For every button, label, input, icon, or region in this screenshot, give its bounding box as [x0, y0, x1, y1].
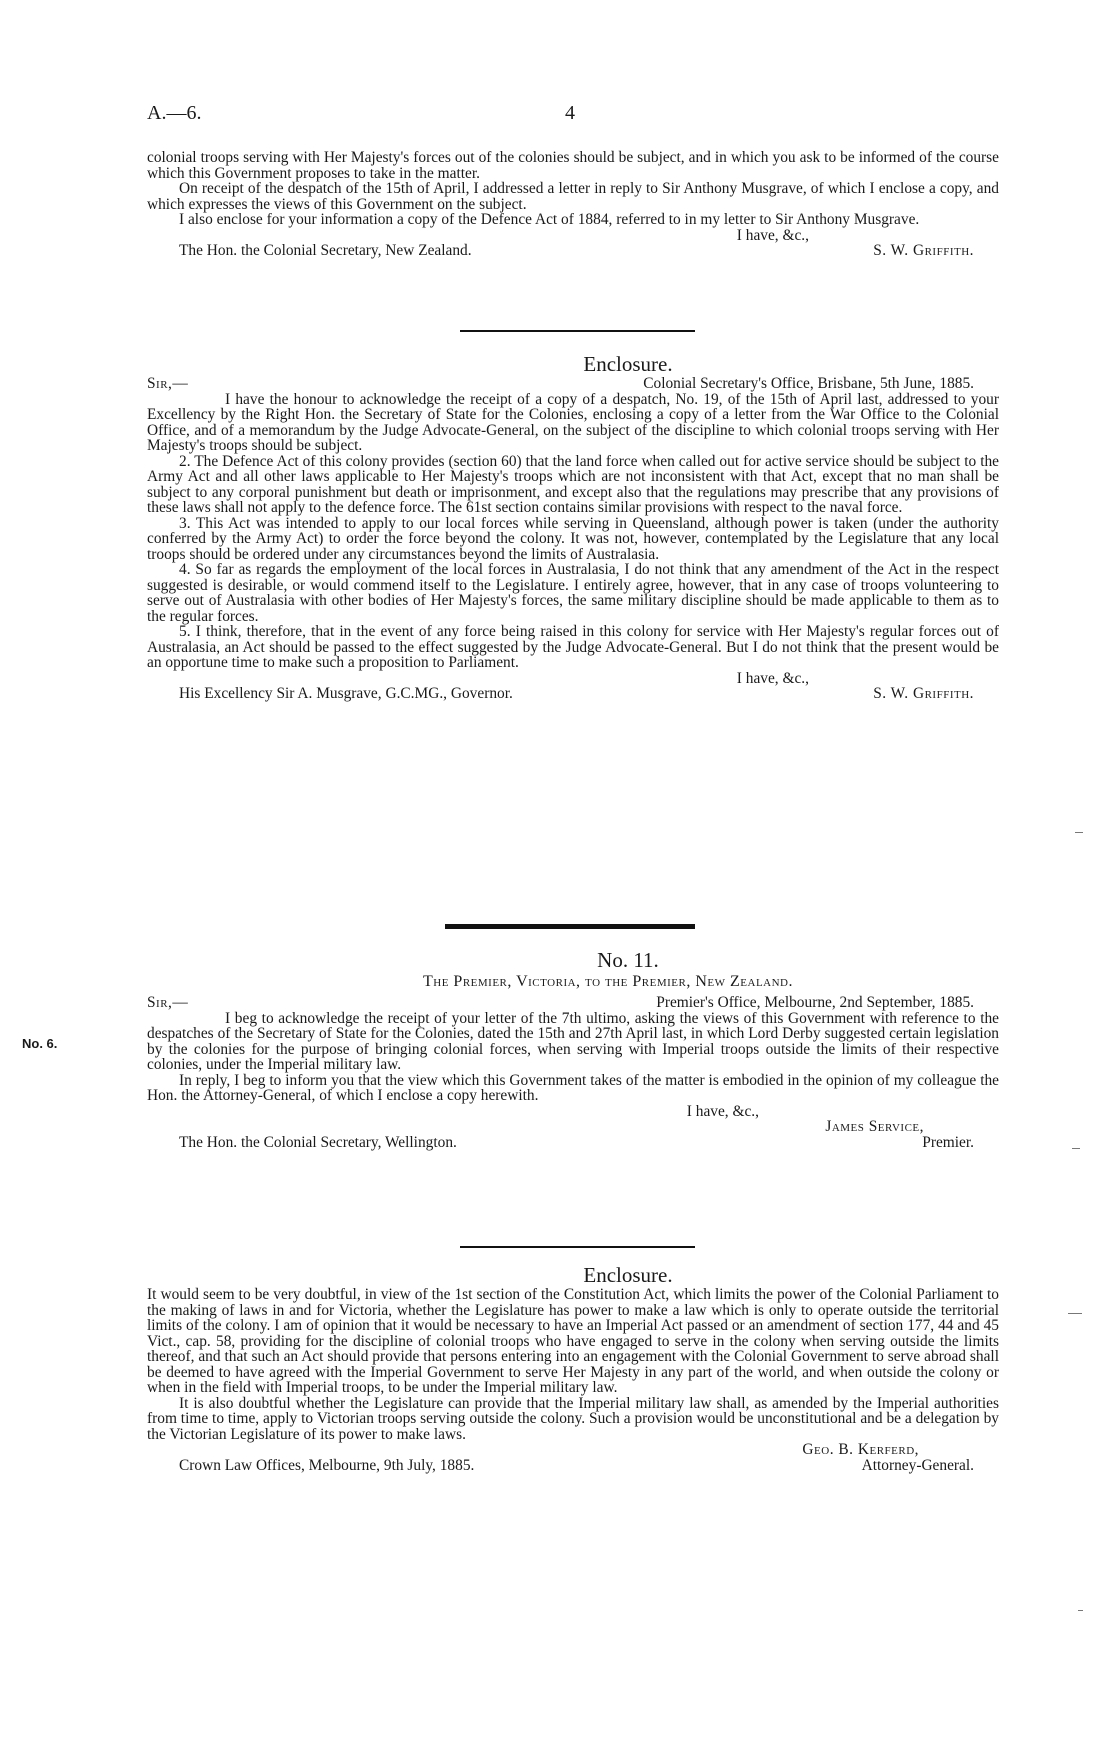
addressee: The Hon. the Colonial Secretary, New Zealand.: [179, 242, 472, 259]
section-divider-thick: [445, 924, 695, 929]
signature-row: [147, 1135, 999, 1151]
scan-speck: [1075, 832, 1083, 833]
paragraph: It is also doubtful whether the Legislature can provide that the Imperial military law shall, as amended by the Imperial authorities from time to time, apply to Victorian troops serving outside the colony. Such a provision would be unconstitutional and be a delegation by the Victorian Legislature of its power to make laws.: [147, 1394, 999, 1443]
paragraph: colonial troops serving with Her Majesty's forces out of the colonies should be subject, and in which you ask to be informed of the course which this Government proposes to take in the matter.: [147, 149, 999, 182]
paragraph: 2. The Defence Act of this colony provides (section 60) that the land force when called out for active service should be subject to the Army Act and all other laws applicable to Her Majesty's troops which are not inconsistent with that Act, except that no man shall be subject to any corporal punishment but death or imprisonment, and except also that the regulations may prescribe that any provisions of these laws shall not apply to the defence force. The 61st section contains similar provisions with respect to the naval force.: [147, 452, 999, 516]
section-subheading: The Premier, Victoria, to the Premier, New Zealand.: [422, 973, 793, 990]
enclosure-letter: [147, 352, 999, 702]
dateline: Colonial Secretary's Office, Brisbane, 5th June, 1885.: [643, 375, 974, 392]
signature: [147, 1442, 999, 1458]
document-reference: A.—6.: [147, 102, 202, 124]
signatory-title: Attorney-General.: [861, 1456, 974, 1474]
margin-note: No. 6.: [22, 1036, 58, 1051]
enclosure-opinion: [147, 1263, 999, 1473]
section-heading: No. 11.: [597, 948, 659, 972]
signature-name: James Service,: [825, 1118, 924, 1135]
closing: I have, &c.,: [736, 226, 809, 244]
scan-speck: [1078, 1610, 1083, 1611]
dateline: Premier's Office, Melbourne, 2nd September, 1885.: [656, 994, 974, 1011]
addressee: The Hon. the Colonial Secretary, Wellington.: [179, 1133, 457, 1151]
paragraph: 4. So far as regards the employment of the local forces in Australasia, I do not think that any amendment of the Act in the respect suggested is desirable, or would commend itself to the Legislature. I entirely agree, however, that in any case of troops volunteering to serve out of Australasia with other bodies of Her Majesty's forces, the same military discipline should be made applicable to them as to the regular forces.: [147, 561, 999, 625]
paragraph: I also enclose for your information a copy of the Defence Act of 1884, referred to in my letter to Sir Anthony Musgrave.: [179, 211, 920, 228]
section-heading: Enclosure.: [583, 352, 673, 376]
signature: [147, 1119, 999, 1135]
paragraph: On receipt of the despatch of the 15th of April, I addressed a letter in reply to Sir Anthony Musgrave, of which I enclose a copy, and which expresses the views of this Government on the subject.: [147, 180, 999, 213]
paragraph: In reply, I beg to inform you that the view which this Government takes of the matter is embodied in the opinion of my colleague the Hon. the Attorney-General, of which I enclose a copy herewith.: [147, 1071, 999, 1104]
paragraph: 5. I think, therefore, that in the event of any force being raised in this colony for service with Her Majesty's regular forces out of Australasia, an Act should be passed to the effect suggested by the Judge Advocate-General. But I do not think that the present would be an opportune time to make such a proposition to Parliament.: [147, 623, 999, 671]
scan-speck: [1068, 1313, 1082, 1314]
page-number: 4: [565, 102, 575, 124]
signature-name: Geo. B. Kerferd,: [802, 1441, 919, 1458]
dateline-row: [147, 995, 999, 1011]
closing: I have, &c.,: [736, 669, 809, 687]
salutation: Sir,—: [147, 994, 189, 1011]
dateline-row: [147, 376, 999, 392]
signature-row: [147, 243, 999, 259]
signature: S. W. Griffith.: [873, 242, 974, 259]
letter-continuation: [147, 150, 999, 259]
signature-row: [147, 1458, 999, 1474]
paragraph: 3. This Act was intended to apply to our local forces while serving in Queensland, although power is taken (under the authority conferred by the Army Act) to order the force beyond the colony. It was not, however, contemplated by the Legislature that any local troops should be ordered under any circumstances beyond the limits of Australasia.: [147, 514, 999, 563]
scan-speck: [1072, 1148, 1080, 1149]
addressee: His Excellency Sir A. Musgrave, G.C.MG., Governor.: [179, 685, 513, 702]
paragraph: I beg to acknowledge the receipt of your letter of the 7th ultimo, asking the views of this Government with reference to the despatches of the Secretary of State for the Colonies, dated the 15th and 27th April last, in which Lord Derby suggested certain legislation by the colonies for the purpose of bringing colonial forces, when serving with Imperial troops outside the limits of their respective colonies, under the Imperial military law.: [147, 1009, 999, 1073]
paragraph: It would seem to be very doubtful, in view of the 1st section of the Constitution Act, which limits the power of the Colonial Parliament to the making of laws in and for Victoria, whether the Legislature has power to make a law which is only to operate outside the territorial limits of the colony. I am of opinion that it would be necessary to have an Imperial Act passed or an amendment of section 177, 44 and 45 Vict., cap. 58, providing for the discipline of colonial troops who have engaged to serve in the colony when serving outside the limits thereof, and that such an Act should provide that persons entering into an engagement with the Colonial Government to serve abroad shall be deemed to have agreed with the Imperial Government to serve Her Majesty in any part of the world, and when outside the colony or when in the field with Imperial troops, to be under the Imperial military law.: [147, 1286, 999, 1396]
office-dateline: Crown Law Offices, Melbourne, 9th July, 1885.: [179, 1456, 475, 1474]
section-divider: [460, 1246, 695, 1248]
signature-row: [147, 686, 999, 702]
paragraph: I have the honour to acknowledge the receipt of a copy of a despatch, No. 19, of the 15th of April last, addressed to your Excellency by the Right Hon. the Secretary of State for the Colonies, enclosing a copy of a letter from the War Office to the Colonial Office, and of a memorandum by the Judge Advocate-General, on the subject of the discipline to which colonial troops serving with Her Majesty's troops should be subject.: [147, 390, 999, 454]
signatory-title: Premier.: [922, 1133, 974, 1151]
signature: S. W. Griffith.: [873, 685, 974, 702]
section-heading: Enclosure.: [583, 1263, 673, 1287]
closing: I have, &c.,: [686, 1102, 759, 1120]
letter-no-11: [147, 948, 999, 1150]
section-divider: [460, 330, 695, 332]
salutation: Sir,—: [147, 375, 189, 392]
